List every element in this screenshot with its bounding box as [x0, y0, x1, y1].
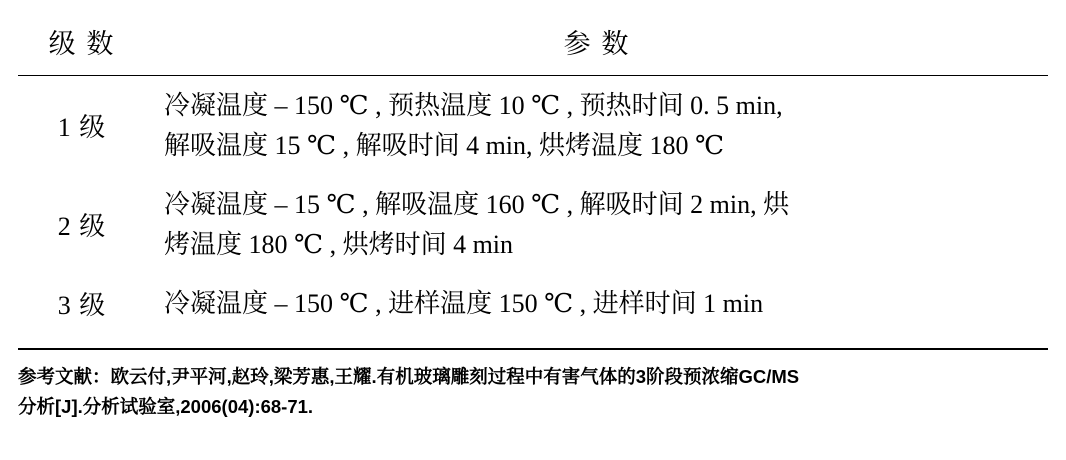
table-row	[18, 274, 1048, 334]
cell-level: 1 级	[57, 113, 107, 143]
cell-params	[146, 76, 1048, 176]
table-body	[18, 76, 1048, 334]
table-bottom-rule	[18, 348, 1048, 350]
reference-line-2: 分析[J].分析试验室,2006(04):68-71.	[18, 396, 314, 418]
table-row	[18, 175, 1048, 274]
parameters-table	[18, 10, 1048, 334]
table-header	[18, 10, 1048, 76]
column-header-params: 参 数	[146, 10, 1048, 76]
param-line: 冷凝温度 – 150 ℃ , 进样温度 150 ℃ , 进样时间 1 min	[164, 289, 764, 319]
cell-level: 2 级	[57, 212, 107, 242]
reference-block	[18, 362, 1048, 423]
cell-level: 3 级	[57, 291, 107, 321]
param-line: 烤温度 180 ℃ , 烘烤时间 4 min	[164, 229, 514, 259]
table-row	[18, 76, 1048, 176]
document-page	[0, 10, 1066, 460]
param-line: 冷凝温度 – 150 ℃ , 预热温度 10 ℃ , 预热时间 0. 5 min,	[164, 91, 783, 120]
table-header-row	[18, 10, 1048, 76]
column-header-level: 级 数	[18, 10, 146, 76]
reference-line-1: 参考文献：欧云付,尹平河,赵玲,梁芳惠,王耀.有机玻璃雕刻过程中有害气体的3阶段预浓缩GC/MS	[18, 365, 800, 387]
param-line: 解吸温度 15 ℃ , 解吸时间 4 min, 烘烤温度 180 ℃	[164, 130, 725, 160]
param-line: 冷凝温度 – 15 ℃ , 解吸温度 160 ℃ , 解吸时间 2 min, 烘	[164, 190, 790, 220]
cell-params	[146, 175, 1048, 274]
cell-params	[146, 274, 1048, 334]
